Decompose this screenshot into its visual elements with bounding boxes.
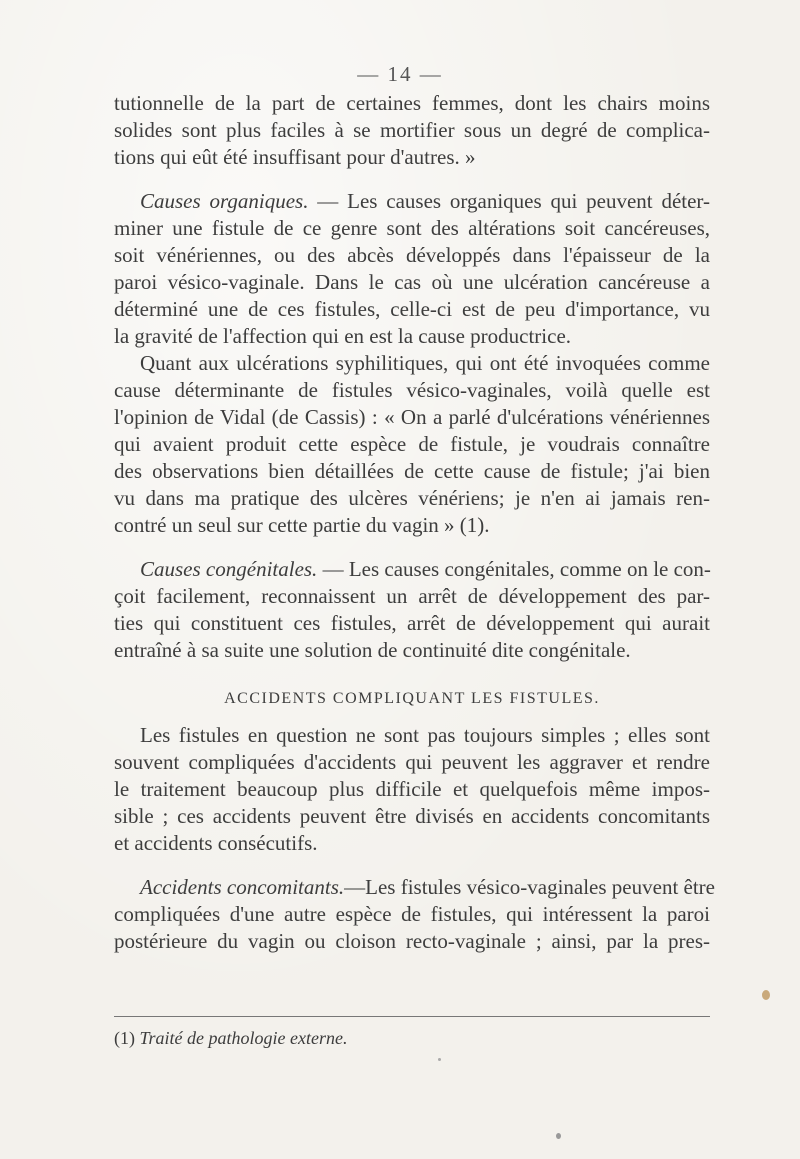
footnote-marker: (1)	[114, 1028, 135, 1048]
text-line: contré un seul sur cette partie du vagin » (1).	[114, 513, 490, 537]
text-line: sible ; ces accidents peuvent être divisés en accidents concomitants	[114, 804, 710, 828]
paragraph-accidents	[114, 722, 710, 857]
text-line: Les fistules en question ne sont pas toujours simples ; elles sont	[140, 723, 710, 747]
paragraph-1	[114, 90, 710, 171]
text-line	[114, 556, 710, 583]
footnote-rule	[114, 1016, 710, 1017]
page-number: — 14 —	[357, 62, 443, 86]
paragraph-lead: Causes organiques.	[140, 189, 309, 213]
text-line: Quant aux ulcérations syphilitiques, qui ont été invoquées comme	[140, 351, 710, 375]
text-line: l'opinion de Vidal (de Cassis) : « On a parlé d'ulcérations vénériennes	[114, 405, 710, 429]
text-line: déterminé une de ces fistules, celle-ci est de peu d'importance, vu	[114, 297, 710, 321]
text-line	[114, 874, 715, 901]
text-line: tions qui eût été insuffisant pour d'autres. »	[114, 145, 476, 169]
paragraph-causes-congenitales	[114, 556, 710, 664]
text-fragment: — Les causes congénitales, comme on le con-	[317, 557, 711, 581]
section-heading: ACCIDENTS COMPLIQUANT LES FISTULES.	[224, 690, 600, 707]
text-line: postérieure du vagin ou cloison recto-vaginale ; ainsi, par la pres-	[114, 929, 710, 953]
paragraph-causes-organiques	[114, 188, 710, 539]
text-line: compliquées d'une autre espèce de fistules, qui intéressent la paroi	[114, 902, 710, 926]
scan-speck	[762, 990, 770, 1000]
text-line: le traitement beaucoup plus difficile et quelquefois même impos-	[114, 777, 710, 801]
paragraph-accidents-concomitants	[114, 874, 715, 955]
body-text	[114, 90, 715, 955]
paragraph-lead: Causes congénitales.	[140, 557, 318, 581]
text-line: des observations bien détaillées de cette cause de fistule; j'ai bien	[114, 459, 710, 483]
text-line: et accidents consécutifs.	[114, 831, 318, 855]
text-line	[114, 188, 710, 215]
text-line: tutionnelle de la part de certaines femmes, dont les chairs moins	[114, 91, 710, 115]
text-line: çoit facilement, reconnaissent un arrêt de développement des par-	[114, 584, 710, 608]
text-line: cause déterminante de fistules vésico-vaginales, voilà quelle est	[114, 378, 710, 402]
text-line: qui avaient produit cette espèce de fistule, je voudrais connaître	[114, 432, 710, 456]
footnote-text: Traité de pathologie externe.	[139, 1028, 348, 1048]
text-line: la gravité de l'affection qui en est la cause productrice.	[114, 324, 572, 348]
text-line: ties qui constituent ces fistules, arrêt de développement qui aurait	[114, 611, 710, 635]
text-line: souvent compliquées d'accidents qui peuvent les aggraver et rendre	[114, 750, 710, 774]
scan-speck	[556, 1133, 561, 1139]
text-line: miner une fistule de ce genre sont des altérations soit cancéreuses,	[114, 216, 710, 240]
paragraph-lead: Accidents concomitants.	[140, 875, 345, 899]
text-line: paroi vésico-vaginale. Dans le cas où une ulcération cancéreuse a	[114, 270, 710, 294]
text-line: entraîné à sa suite une solution de continuité dite congénitale.	[114, 638, 631, 662]
text-fragment: — Les causes organiques qui peuvent déter-	[308, 189, 710, 213]
text-line: soit vénériennes, ou des abcès développés dans l'épaisseur de la	[114, 243, 710, 267]
footnote	[114, 1028, 347, 1049]
scan-speck	[438, 1058, 441, 1061]
text-fragment: —Les fistules vésico-vaginales peuvent être	[344, 875, 715, 899]
text-line: solides sont plus faciles à se mortifier sous un degré de complica-	[114, 118, 710, 142]
text-line: vu dans ma pratique des ulcères vénériens; je n'en ai jamais ren-	[114, 486, 710, 510]
